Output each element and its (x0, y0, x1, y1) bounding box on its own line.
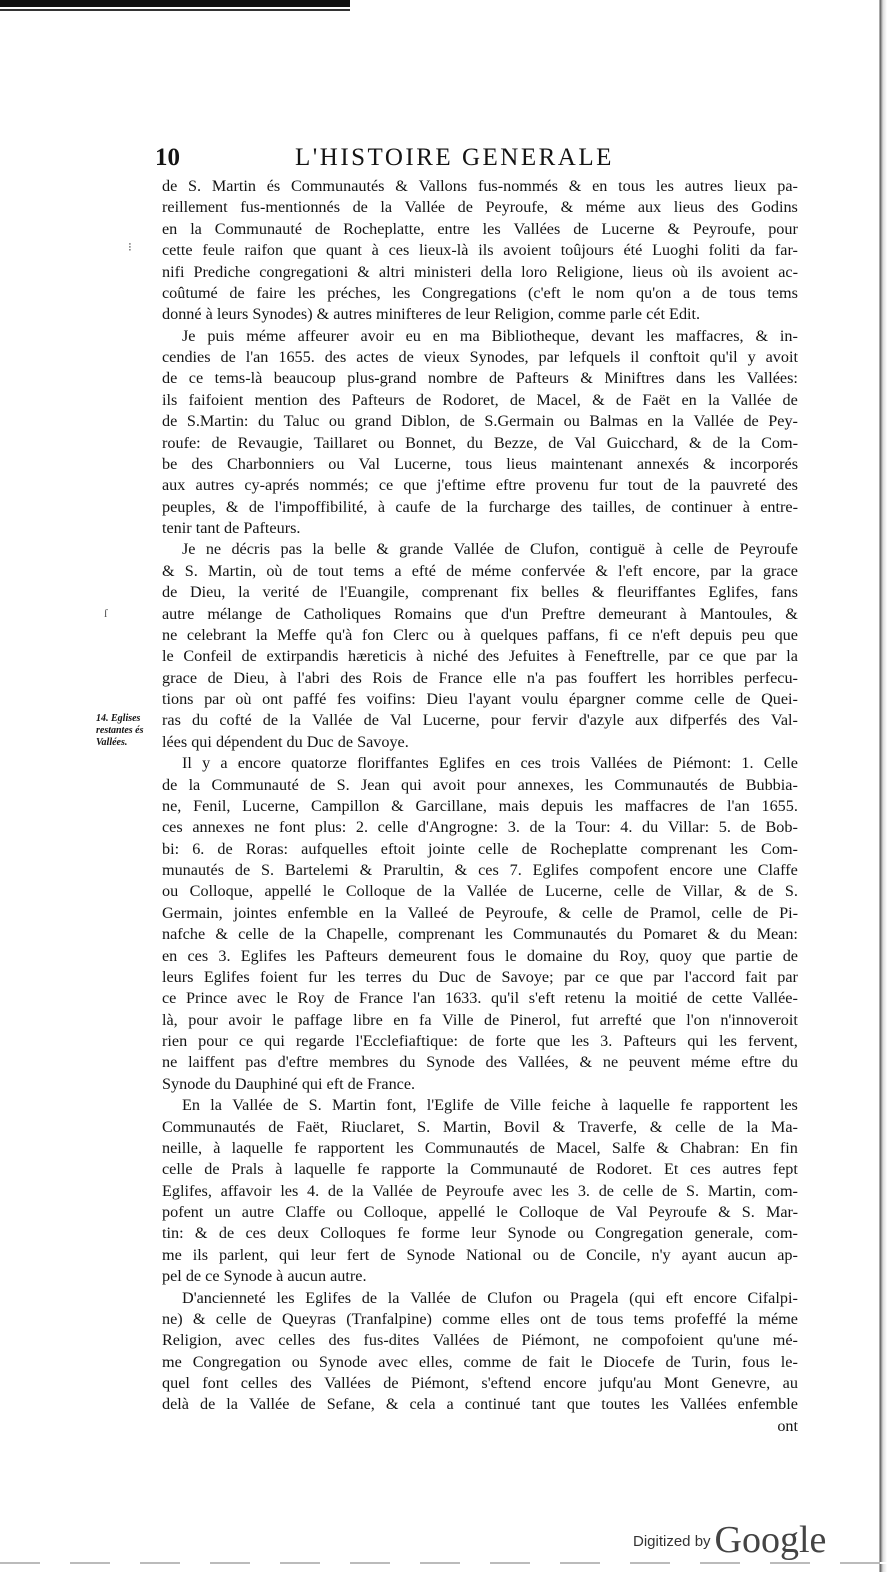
text-line: peuples, & de l'impoffibilité, à caufe de la furcharge des tailles, de continuer à entre- (162, 497, 798, 516)
text-line: pel de ce Synode à aucun autre. (162, 1267, 367, 1286)
margin-note-line: 14. Eglises (96, 713, 141, 724)
text-line: D'ancienneté les Eglifes de la Vallée de Clufon ou Pragela (qui eft encore Cifalpi- (182, 1288, 798, 1307)
text-line: de S. Martin és Communautés & Vallons fus-nommés & en tous les autres lieux pa- (162, 177, 798, 195)
text-line: me Congregation ou Synode avec elles, comme de fait le Diocefe de Turin, fous le- (162, 1352, 798, 1371)
text-line: reillement fus-mentionnés de la Vallée de Peyroufe, & méme aux lieus des Godins (162, 198, 798, 217)
margin-mark: ⁝ (128, 240, 132, 254)
digitized-by-label: Digitized by (633, 1533, 711, 1550)
text-line: Eglifes, affavoir les 4. de la Vallée de Peyroufe avec les 3. de celle de S. Martin, com- (162, 1181, 798, 1200)
digitized-by-google-watermark (633, 1518, 826, 1564)
text-line: de ce tems-là beaucoup plus-grand nombre de Pafteurs & Miniftres dans les Vallées: (162, 369, 798, 388)
top-rule-thin (0, 9, 350, 11)
text-line: lées qui dépendent du Duc de Savoye. (162, 732, 409, 751)
bottom-rule (0, 1562, 887, 1564)
text-line: ne, Fenil, Lucerne, Campillon & Garcillane, mais depuis les maffacres de l'an 1655. (162, 796, 798, 815)
text-line: de Dieu, la verité de l'Euangile, comprenant fix belles & fleuriffantes Eglifes, fans (162, 583, 798, 602)
page-header (155, 144, 785, 176)
top-rule (0, 0, 350, 7)
text-line: ont (777, 1416, 798, 1435)
running-title: L'HISTOIRE GENERALE (295, 144, 614, 171)
margin-note (96, 713, 162, 749)
text-line: ne laiffent pas d'eftre membres du Synode des Vallées, & ne peuvent méme eftre du (162, 1053, 798, 1072)
page-number: 10 (155, 144, 180, 171)
text-line: autre mélange de Catholiques Romains que d'un Preftre demeurant à Mantoules, & (162, 604, 798, 623)
text-line: ne celebrant la Meffe qu'à fon Clerc ou à quelques paffans, fi ce n'eft depuis peu que (162, 625, 798, 644)
text-line: là, pour avoir le paffage libre en fa Ville de Pinerol, fut arrefté que l'on n'innoveroit (162, 1010, 798, 1029)
text-line: roufe: de Revaugie, Taillaret ou Bonnet, du Bezze, de Val Guicchard, & de la Com- (162, 433, 798, 452)
text-line: leurs Eglifes foient fur les terres du Duc de Savoye; par ce que par l'accord fait par (162, 967, 798, 986)
text-line: ils faifoient mention des Pafteurs de Rodoret, de Macel, & de Faët en la Vallée de (162, 390, 798, 409)
text-line: pofent un autre Claffe ou Colloque, appellé le Colloque de Val Peyroufe & S. Mar- (162, 1203, 798, 1221)
text-line: nifi Prediche congregationi & altri ministeri della loro Religione, lieus où ils avoient ac- (162, 262, 798, 281)
text-line: En la Vallée de S. Martin font, l'Eglife de Ville feiche à laquelle fe rapportent les (182, 1096, 798, 1115)
text-line: Je ne décris pas la belle & grande Vallée de Clufon, contiguë à celle de Peyroufe (182, 540, 798, 559)
text-line: grace de Dieu, à l'abri des Rois de France elle n'a pas fouffert les horribles perfecu- (162, 668, 798, 687)
text-line: ce Prince avec le Roy de France l'an 1633. qu'il s'eft retenu la moitié de cette Vallée- (162, 989, 798, 1008)
text-line: delà de la Vallée de Sefane, & cela a continué tant que toutes les Vallées enfemble (162, 1395, 798, 1414)
text-line: quel font celles des Vallées de Piémont, s'eftend encore jufqu'au Mont Genevre, au (162, 1374, 798, 1392)
text-line: cendies de l'an 1655. des actes de vieux Synodes, par lefquels il conftoit qu'il y avoit (162, 348, 798, 366)
google-logo: Google (714, 1519, 827, 1561)
body-text (162, 176, 798, 1437)
text-line: Communautés de Faët, Riuclaret, S. Martin, Bovil & Traverfe, & celle de la Ma- (162, 1117, 798, 1136)
text-line: donné à leurs Synodes) & autres minifteres de leur Religion, comme parle cét Edit. (162, 305, 701, 324)
text-line: Religion, avec celles des fus-dites Vallées de Piémont, ne compofoient qu'une mé- (162, 1331, 798, 1350)
text-line: tions par où ont paffé fes voifins: Dieu l'ayant voulu épargner comme celle de Quei- (162, 690, 798, 708)
text-line: & S. Martin, où de tout tems a efté de méme confervée & l'eft encore, par la grace (162, 561, 798, 580)
text-line: munautés de S. Bartelemi & Prarultin, & ces 7. Eglifes compofent encore une Claffe (162, 861, 798, 879)
text-line: Je puis méme affeurer avoir eu en ma Bibliotheque, devant les maffacres, & in- (182, 326, 798, 345)
text-line: be des Charbonniers ou Val Lucerne, tous lieus maintenant annexés & incorporés (162, 454, 798, 473)
text-line: en ces 3. Eglifes les Pafteurs demeurent fous le domaine du Roy, quoy que partie de (162, 946, 798, 965)
text-line: bi: 6. de Roras: aufquelles eftoit jointe celle de Rocheplatte comprenant les Com- (162, 839, 798, 858)
text-line: ces annexes ne font plus: 2. celle d'Angrogne: 3. de la Tour: 4. du Villar: 5. de Bob- (162, 818, 798, 837)
text-line: me ils parlent, qui leur fert de Synode National ou de Concile, n'y ayant aucun ap- (162, 1245, 798, 1264)
text-line: Il y a encore quatorze floriffantes Eglifes en ces trois Vallées de Piémont: 1. Celle (182, 754, 798, 773)
text-line: aux autres cy-aprés nommés; ce que j'eftime eftre provenu fur tout de la pauvreté des (162, 476, 798, 495)
text-line: coûtumé de faire les préches, les Congregations (c'eft le nom qu'on a de tous tems (162, 283, 798, 302)
text-line: ne) & celle de Queyras (Tranfalpine) comme elles ont de tous tems profeffé la méme (162, 1309, 798, 1328)
text-line: celle de Prals à laquelle fe rapporte la Communauté de Rodoret. Et ces autres fept (162, 1160, 798, 1179)
text-line: tenir tant de Pafteurs. (162, 519, 301, 537)
text-line: en la Communauté de Rocheplatte, entre les Vallées de Lucerne & Peyroufe, pour (162, 219, 798, 238)
text-line: tin: & de ces deux Colloques fe forme leur Synode ou Congregation generale, com- (162, 1224, 798, 1243)
margin-note-line: restantes és (96, 725, 144, 736)
text-line: le Confeil de extirpandis hæreticis à niché des Jefuites à Feneftrelle, par ce que par la (162, 647, 798, 666)
text-line: rien pour ce qui regarde l'Ecclefiaftique: de forte que les 3. Pafteurs qui les fervent, (162, 1032, 798, 1050)
page-edge (875, 0, 887, 1572)
margin-note-line: Vallées. (96, 737, 128, 748)
text-line: cette feule raifon que quant à ces lieux-là ils avoient toûjours été Luoghi foliti da far- (162, 241, 798, 260)
text-line: Germain, jointes enfemble en la Valleé de Peyroufe, & celle de Pramol, celle de Pi- (162, 903, 798, 922)
text-line: de S.Martin: du Taluc ou grand Diblon, de S.Germain ou Balmas en la Vallée de Pey- (162, 412, 798, 431)
margin-mark: ſ (104, 606, 108, 620)
text-line: ras du cofté de la Vallée de Val Lucerne, pour fervir d'azyle aux difperfés des Val- (162, 711, 798, 730)
text-line: neille, à laquelle fe rapportent les Communautés de Macel, Salfe & Chabran: En fin (162, 1138, 798, 1157)
text-line: Synode du Dauphiné qui eft de France. (162, 1074, 416, 1093)
text-line: ou Colloque, appellé le Colloque de la Vallée de Lucerne, celle de Villar, & de S. (162, 882, 798, 901)
text-line: de la Communauté de S. Jean qui avoit pour annexes, les Communautés de Bubbia- (162, 775, 798, 794)
text-line: nafche & celle de la Chapelle, comprenant les Communautés du Pomaret & du Mean: (162, 925, 798, 944)
